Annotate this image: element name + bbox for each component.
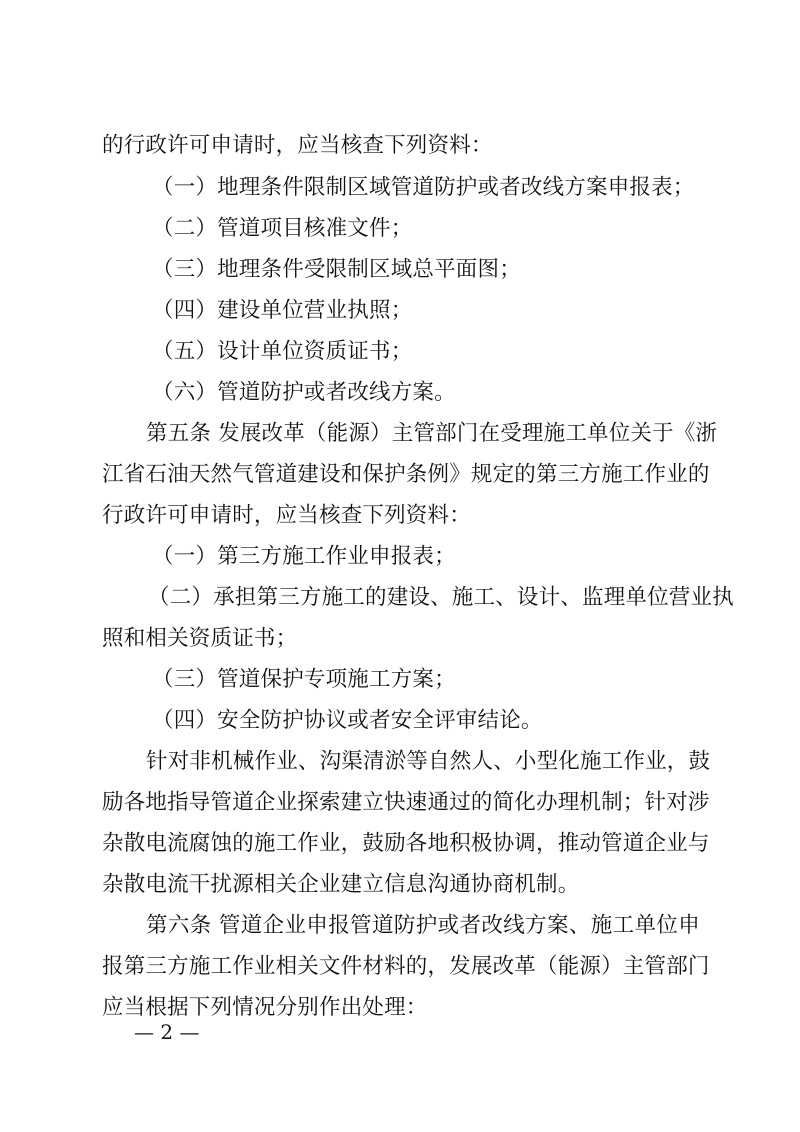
list-item: （六）管道防护或者改线方案。 xyxy=(152,380,456,405)
list-item: （四）安全防护协议或者安全评审结论。 xyxy=(152,708,543,733)
paragraph-line: 江省石油天然气管道建设和保护条例》规定的第三方施工作业的 xyxy=(102,462,710,487)
list-item: （一）地理条件限制区域管道防护或者改线方案申报表； xyxy=(152,175,695,200)
paragraph-line: 针对非机械作业、沟渠清淤等自然人、小型化施工作业，鼓 xyxy=(146,749,711,774)
article-heading-line: 第六条 管道企业申报管道防护或者改线方案、施工单位申 xyxy=(146,913,700,938)
paragraph-line: 杂散电流腐蚀的施工作业，鼓励各地积极协调，推动管道企业与 xyxy=(102,831,710,856)
list-item: （一）第三方施工作业申报表； xyxy=(152,544,456,569)
list-item: （五）设计单位资质证书； xyxy=(152,339,413,364)
list-item: （二）管道项目核准文件； xyxy=(152,216,413,241)
list-item: （三）地理条件受限制区域总平面图； xyxy=(152,257,521,282)
article-heading-line: 第五条 发展改革（能源）主管部门在受理施工单位关于《浙 xyxy=(146,421,718,446)
paragraph-line: 杂散电流干扰源相关企业建立信息沟通协商机制。 xyxy=(102,872,580,897)
paragraph-line: 的行政许可申请时，应当核查下列资料： xyxy=(102,133,493,158)
list-item: （二）承担第三方施工的建设、施工、设计、监理单位营业执 xyxy=(148,585,734,610)
paragraph-line: 照和相关资质证书； xyxy=(102,626,298,651)
page-number: — 2 — xyxy=(134,1020,200,1044)
paragraph-line: 应当根据下列情况分别作出处理： xyxy=(102,995,428,1020)
list-item: （四）建设单位营业执照； xyxy=(152,298,413,323)
paragraph-line: 行政许可申请时，应当核查下列资料： xyxy=(102,503,471,528)
paragraph-line: 报第三方施工作业相关文件材料的，发展改革（能源）主管部门 xyxy=(102,954,710,979)
list-item: （三）管道保护专项施工方案； xyxy=(152,667,456,692)
paragraph-line: 励各地指导管道企业探索建立快速通过的简化办理机制；针对涉 xyxy=(102,790,710,815)
